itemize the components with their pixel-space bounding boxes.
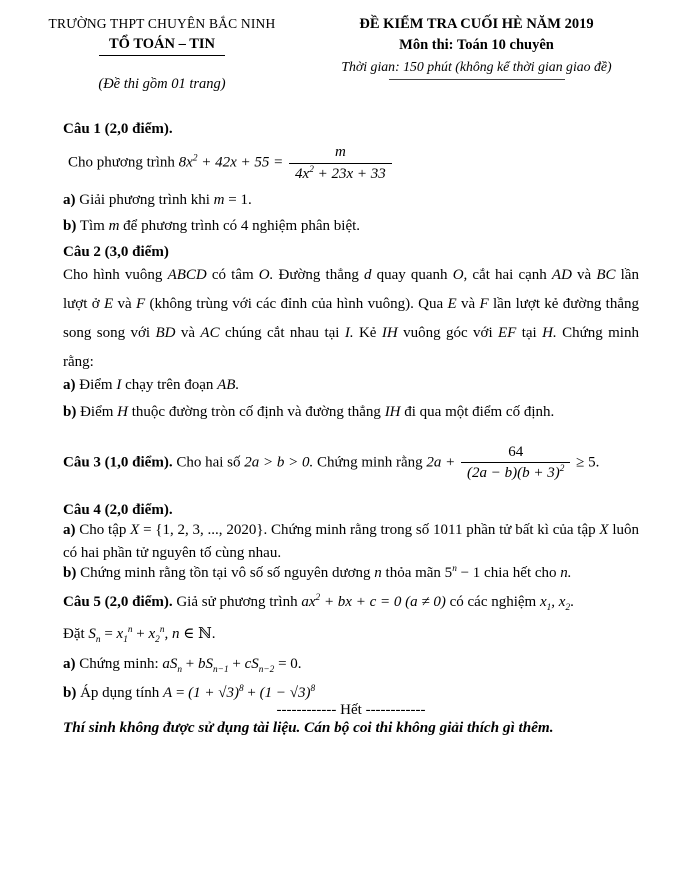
text-run: a) bbox=[63, 656, 76, 672]
text-run: lần lượt kẻ đường thẳng song song với bbox=[63, 295, 639, 341]
text-run: ≥ 5. bbox=[572, 454, 600, 471]
text-run: + bbox=[228, 656, 245, 672]
text-run: = {1, 2, 3, ..., 2020}. bbox=[139, 522, 268, 538]
text-run: Cho hình vuông bbox=[63, 266, 168, 283]
header-right-block bbox=[288, 16, 665, 93]
question-2-body bbox=[63, 261, 639, 377]
text-run: F bbox=[479, 295, 489, 312]
text-run: IH bbox=[384, 403, 401, 420]
text-run: b) bbox=[63, 685, 77, 701]
text-run: (không trùng với các đỉnh của hình vuông). Qua bbox=[145, 295, 448, 312]
text-run: − 1 chia hết cho bbox=[456, 565, 561, 581]
text-run: (1 − √3) bbox=[259, 685, 311, 701]
text-run: ax bbox=[301, 594, 316, 610]
exam-title: ĐỀ KIỂM TRA CUỐI HÈ NĂM 2019 bbox=[359, 16, 594, 32]
text-run: Kẻ bbox=[353, 324, 382, 341]
fraction-denominator bbox=[289, 164, 392, 184]
text-run: Cho hai số bbox=[172, 454, 245, 471]
text-run: X bbox=[599, 522, 609, 538]
text-run: thỏa mãn 5 bbox=[381, 565, 453, 581]
text-run: n bbox=[374, 565, 382, 581]
math-subscript: 2 bbox=[155, 635, 160, 645]
text-run: = 1. bbox=[224, 191, 252, 208]
text-run: aS bbox=[162, 656, 178, 672]
text-run: Giải phương trình khi bbox=[75, 191, 214, 208]
text-run: H. bbox=[542, 324, 557, 341]
text-run: , x bbox=[551, 594, 566, 610]
footer-note: Thí sinh không được sử dụng tài liệu. Cán bộ coi thi không giải thích gì thêm. bbox=[63, 719, 554, 736]
text-run: có tâm bbox=[206, 266, 259, 283]
fraction bbox=[461, 443, 570, 484]
text-run: = 0. bbox=[274, 656, 302, 672]
text-run: Tìm bbox=[76, 217, 109, 234]
text-run: IH bbox=[381, 324, 398, 341]
text-run: bS bbox=[198, 656, 214, 672]
math-subscript: n bbox=[177, 665, 183, 675]
text-run: quay quanh bbox=[371, 266, 453, 283]
text-run: đi qua một điểm cố định. bbox=[400, 403, 555, 420]
text-run: S bbox=[88, 626, 96, 642]
text-run: F bbox=[135, 295, 146, 312]
text-run: b) bbox=[63, 217, 77, 234]
text-run: ABCD bbox=[167, 266, 207, 283]
question-5-set-line bbox=[63, 624, 639, 643]
math-supscript: 2 bbox=[315, 593, 321, 603]
math-supscript: 2 bbox=[559, 464, 565, 475]
question-4-part-b bbox=[63, 565, 639, 582]
text-run: AC bbox=[200, 324, 220, 341]
text-run: b) bbox=[63, 565, 77, 581]
text-run: x bbox=[539, 594, 547, 610]
text-run: + 55 = bbox=[236, 154, 288, 171]
text-run: Giả sử phương trình bbox=[172, 594, 302, 610]
math-subscript: 1 bbox=[123, 635, 128, 645]
text-run: có các nghiệm bbox=[445, 594, 540, 610]
department-name: TỔ TOÁN – TIN bbox=[99, 36, 225, 56]
text-run: E bbox=[447, 295, 457, 312]
math-subscript: 2 bbox=[565, 603, 571, 613]
text-run: + bbox=[182, 656, 199, 672]
text-run: E bbox=[103, 295, 114, 312]
school-name: TRƯỜNG THPT CHUYÊN BẮC NINH bbox=[48, 16, 276, 31]
text-run: Chứng minh rằng bbox=[313, 454, 427, 471]
text-run: 8x bbox=[178, 154, 193, 171]
text-run: AD bbox=[551, 266, 572, 283]
math-supscript: n bbox=[452, 564, 457, 574]
question-5-part-a bbox=[63, 656, 639, 673]
math-supscript: n bbox=[127, 625, 133, 635]
text-run: và bbox=[175, 324, 201, 341]
text-run: m bbox=[108, 217, 120, 234]
text-run: Cho phương trình bbox=[68, 154, 179, 171]
math-subscript: 1 bbox=[546, 603, 552, 613]
question-1-part-b bbox=[63, 218, 639, 235]
text-run: m bbox=[213, 191, 225, 208]
question-5-intro bbox=[63, 594, 639, 611]
text-run: và bbox=[571, 266, 597, 283]
text-run: Điểm bbox=[75, 376, 117, 393]
text-run: I. bbox=[344, 324, 354, 341]
question-1-part-a bbox=[63, 192, 639, 209]
text-run: a) bbox=[63, 376, 76, 393]
math-supscript: 2 bbox=[309, 164, 314, 175]
math-supscript: n bbox=[159, 625, 165, 635]
text-run: I bbox=[116, 376, 122, 393]
text-run: cắt hai cạnh bbox=[467, 266, 552, 283]
math-supscript: 2 bbox=[192, 153, 198, 164]
text-run: Đặt bbox=[63, 626, 89, 642]
page-header bbox=[0, 0, 685, 93]
question-1-formula bbox=[63, 143, 639, 184]
question-1-heading: Câu 1 (2,0 điểm). bbox=[63, 121, 173, 137]
text-run: BD bbox=[155, 324, 176, 341]
math-supscript: 8 bbox=[310, 684, 316, 694]
text-run: và bbox=[456, 295, 480, 312]
text-run: Chứng minh rằng: bbox=[63, 324, 639, 370]
text-run: a) bbox=[63, 191, 76, 208]
text-run: AB. bbox=[217, 376, 240, 393]
text-run: x bbox=[148, 626, 156, 642]
fraction bbox=[289, 143, 392, 184]
text-run: + 23x + 33 bbox=[313, 165, 386, 182]
text-run: và bbox=[113, 295, 136, 312]
text-run: + bbox=[243, 685, 260, 701]
header-left-block bbox=[36, 16, 288, 93]
text-run: vuông góc với bbox=[397, 324, 499, 341]
text-run: H bbox=[117, 403, 129, 420]
exam-body bbox=[0, 121, 685, 737]
text-run: O, bbox=[452, 266, 468, 283]
text-run: Câu 5 (2,0 điểm). bbox=[63, 594, 173, 610]
fraction-denominator bbox=[461, 463, 570, 483]
question-5-part-b bbox=[63, 685, 639, 702]
text-run: BC bbox=[596, 266, 616, 283]
text-run: = bbox=[100, 626, 117, 642]
duration-line: Thời gian: 150 phút (không kể thời gian giao đề) bbox=[341, 59, 612, 74]
text-run: m bbox=[334, 144, 346, 160]
text-run: a) bbox=[63, 522, 76, 538]
text-run: 2a > b > 0. bbox=[244, 454, 314, 471]
text-run: x bbox=[230, 154, 237, 171]
text-run: Câu 3 (1,0 điểm). bbox=[63, 454, 173, 471]
text-run: 64 bbox=[508, 443, 524, 460]
duration-rule bbox=[389, 79, 565, 80]
question-2-part-a bbox=[63, 377, 639, 394]
text-run: Đường thẳng bbox=[273, 266, 364, 283]
text-run: , n bbox=[164, 626, 180, 642]
fraction-numerator bbox=[461, 443, 570, 464]
question-2-part-b bbox=[63, 404, 639, 421]
question-4-part-a bbox=[63, 519, 639, 565]
math-subscript: n−2 bbox=[258, 665, 275, 675]
text-run: d bbox=[363, 266, 372, 283]
pages-note: (Đề thi gồm 01 trang) bbox=[98, 76, 226, 92]
text-run: = bbox=[172, 685, 189, 701]
math-supscript: 8 bbox=[239, 684, 244, 694]
text-run: Chứng minh rằng tồn tại vô số số nguyên dương bbox=[76, 565, 375, 581]
text-run: + bbox=[132, 626, 149, 642]
text-run: n. bbox=[560, 565, 572, 581]
math-subscript: n bbox=[95, 635, 101, 645]
text-run: luôn có hai phần tử nguyên tố cùng nhau. bbox=[63, 522, 640, 561]
text-run: X bbox=[130, 522, 140, 538]
text-run: Chứng minh: bbox=[75, 656, 163, 672]
text-run: Cho tập bbox=[75, 522, 131, 538]
text-run: chạy trên đoạn bbox=[121, 376, 218, 393]
question-2-heading: Câu 2 (3,0 điểm) bbox=[63, 243, 169, 260]
math-subscript: n−1 bbox=[213, 665, 229, 675]
text-run: Áp dụng tính bbox=[76, 685, 164, 701]
text-run: + bx + c = 0 (a ≠ 0) bbox=[320, 594, 446, 610]
text-run: cS bbox=[244, 656, 259, 672]
text-run: b) bbox=[63, 403, 77, 420]
text-run: tại bbox=[516, 324, 543, 341]
subject-line: Môn thi: Toán 10 chuyên bbox=[399, 37, 554, 53]
text-run: Chứng minh rằng trong số 1011 phần tử bất kì của tập bbox=[267, 522, 600, 538]
fraction-numerator bbox=[289, 143, 392, 164]
text-run: Điểm bbox=[76, 403, 118, 420]
text-run: EF bbox=[498, 324, 517, 341]
text-run: chúng cắt nhau tại bbox=[219, 324, 345, 341]
text-run: để phương trình có 4 nghiệm phân biệt. bbox=[119, 217, 361, 234]
question-4-heading: Câu 4 (2,0 điểm). bbox=[63, 502, 173, 518]
text-run: thuộc đường tròn cố định và đường thẳng bbox=[128, 403, 385, 420]
text-run: 4x bbox=[295, 165, 310, 182]
text-run: ∈ ℕ. bbox=[179, 626, 216, 642]
text-run: A bbox=[163, 685, 173, 701]
text-run: . bbox=[570, 594, 574, 610]
text-run: O. bbox=[258, 266, 274, 283]
question-3-line bbox=[63, 443, 639, 484]
text-run: lần lượt ở bbox=[63, 266, 639, 312]
text-run: (1 + √3) bbox=[188, 685, 240, 701]
text-run: x bbox=[116, 626, 124, 642]
text-run: 2a + bbox=[426, 454, 459, 471]
text-run: (2a − b)(b + 3) bbox=[467, 465, 560, 482]
end-divider: ------------ Hết ------------ bbox=[276, 702, 426, 718]
text-run: + 42 bbox=[197, 154, 231, 171]
